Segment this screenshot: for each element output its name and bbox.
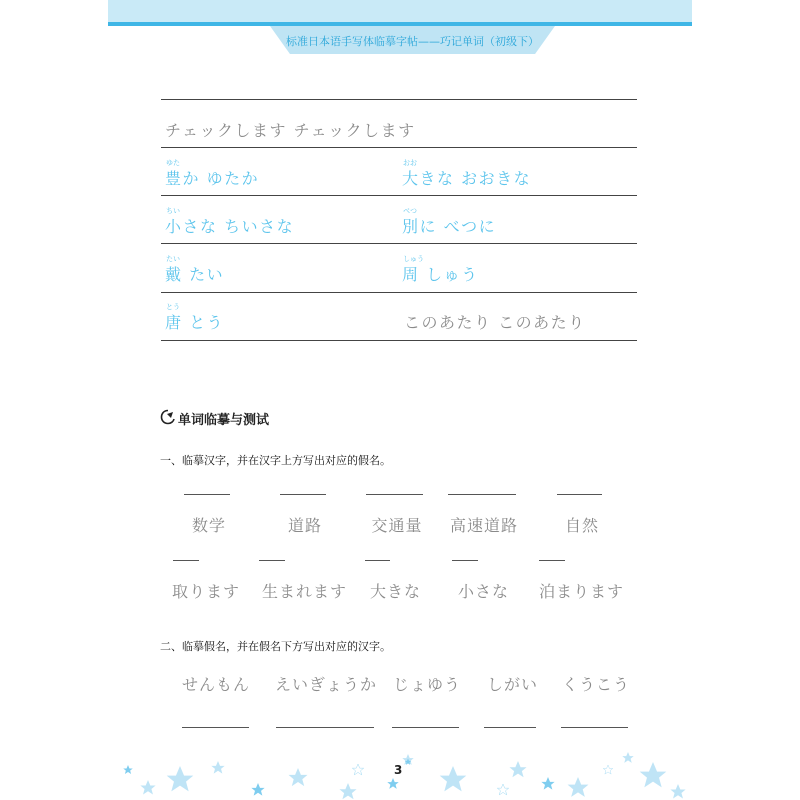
vocab-entry: 唐 とう [165, 313, 225, 332]
top-banner [108, 0, 692, 22]
answer-blank[interactable] [452, 560, 478, 561]
header-title: 标准日本语手写体临摹字帖——巧记单词（初级下） [286, 35, 539, 48]
vocab-entry: チェックします チェックします [165, 121, 416, 140]
exercise2-instruction: 二、临摹假名，并在假名下方写出对应的汉字。 [160, 640, 391, 653]
furigana: ちい [166, 207, 180, 215]
vocab-entry: 別に べつに [402, 217, 497, 236]
answer-blank[interactable] [276, 727, 374, 728]
answer-blank[interactable] [259, 560, 285, 561]
section-title: 单词临摹与测试 [178, 413, 270, 428]
answer-blank[interactable] [392, 727, 459, 728]
kanji-word: 数学 [191, 516, 226, 535]
kanji-word: 生まれます [262, 582, 348, 601]
table-rule [161, 147, 637, 148]
answer-blank[interactable] [561, 727, 628, 728]
kanji-word: 泊まります [539, 582, 625, 601]
answer-blank[interactable] [365, 560, 390, 561]
furigana: ゆた [166, 159, 180, 167]
table-rule [161, 340, 637, 341]
table-rule [161, 99, 637, 100]
pen-nib-icon [160, 409, 176, 425]
answer-blank[interactable] [366, 494, 423, 495]
furigana: とう [166, 303, 180, 311]
vocab-entry: このあたり このあたり [404, 313, 586, 332]
furigana: しゅう [403, 255, 424, 263]
kanji-word: 道路 [287, 516, 322, 535]
answer-blank[interactable] [182, 727, 249, 728]
furigana: べつ [403, 207, 417, 215]
kana-word: しがい [487, 675, 539, 694]
vocab-entry: 周 しゅう [402, 265, 479, 284]
exercise1-instruction: 一、临摹汉字，并在汉字上方写出对应的假名。 [160, 454, 391, 467]
page-number: 3 [394, 763, 403, 777]
table-rule [161, 243, 637, 244]
table-rule [161, 195, 637, 196]
kana-word: えいぎょうか [275, 675, 378, 694]
answer-blank[interactable] [539, 560, 565, 561]
vocab-entry: 小さな ちいさな [165, 217, 295, 236]
vocab-entry: 戴 たい [165, 265, 225, 284]
kanji-word: 高速道路 [449, 516, 518, 535]
kanji-word: 小さな [458, 582, 510, 601]
answer-blank[interactable] [173, 560, 199, 561]
table-rule [161, 292, 637, 293]
kanji-word: 大きな [370, 582, 422, 601]
answer-blank[interactable] [557, 494, 602, 495]
answer-blank[interactable] [280, 494, 326, 495]
kanji-word: 自然 [564, 516, 599, 535]
kanji-word: 取ります [172, 582, 241, 601]
top-banner-line [108, 22, 692, 26]
answer-blank[interactable] [484, 727, 536, 728]
kana-word: じょゆう [393, 675, 462, 694]
answer-blank[interactable] [448, 494, 516, 495]
kana-word: せんもん [182, 675, 251, 694]
vocab-entry: 豊か ゆたか [165, 169, 260, 188]
kanji-word: 交通量 [371, 516, 423, 535]
answer-blank[interactable] [184, 494, 230, 495]
furigana: たい [166, 255, 180, 263]
vocab-entry: 大きな おおきな [402, 169, 532, 188]
furigana: おお [403, 159, 417, 167]
kana-word: くうこう [562, 675, 631, 694]
